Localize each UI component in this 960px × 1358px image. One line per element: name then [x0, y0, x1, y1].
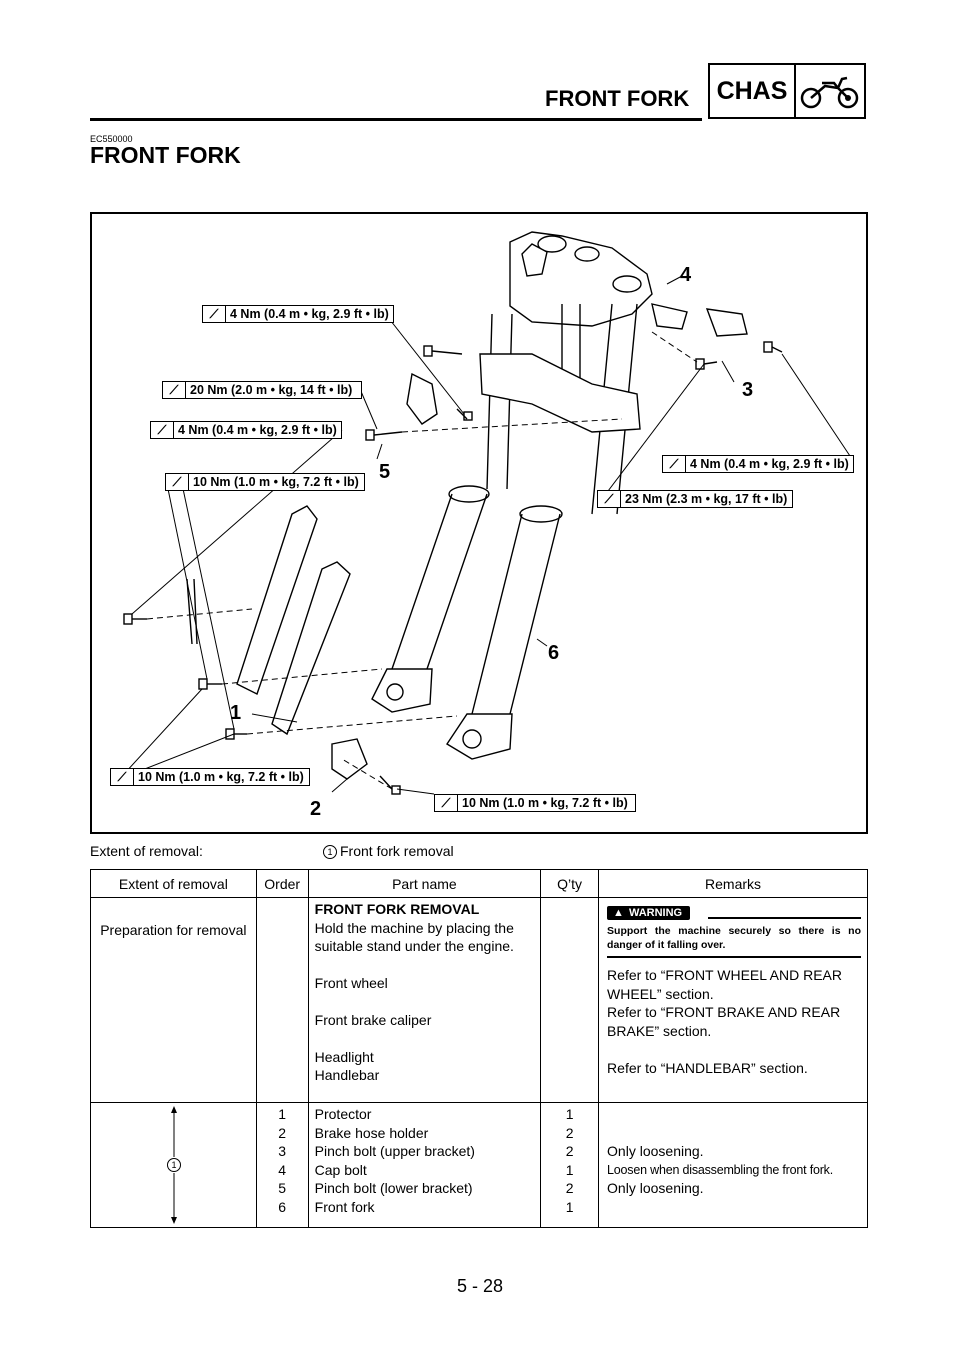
column-header: Order: [256, 870, 308, 898]
prep-remarks: ▲ WARNING Support the machine securely so there is no danger of it falling over. Refer to “FRONT WHEEL AND REAR WHEEL” section. Refer to “FRONT BRAKE AND REAR BRAKE” section. Refer to “HANDLEBAR” section.: [599, 898, 868, 1103]
page-number: 5 - 28: [456, 1276, 504, 1296]
torque-label: ⟋ 20 Nm (2.0 m • kg, 14 ft • lb): [162, 381, 362, 399]
section-title: FRONT FORK: [90, 142, 241, 168]
torque-label: ⟋ 10 Nm (1.0 m • kg, 7.2 ft • lb): [434, 794, 636, 812]
callout-4: 4: [680, 264, 692, 286]
remarks-column: Only loosening. Loosen when disassembling the front fork. Only loosening.: [599, 1103, 868, 1228]
motorcycle-icon: [796, 65, 864, 117]
prep-extent: Preparation for removal: [91, 898, 257, 1103]
circled-marker: 1: [167, 1158, 181, 1172]
column-header: Extent of removal: [91, 870, 257, 898]
warning-badge: ▲ WARNING: [607, 906, 690, 920]
order-column: 1 2 3 4 5 6: [256, 1103, 308, 1228]
torque-label: ⟋ 23 Nm (2.3 m • kg, 17 ft • lb): [597, 490, 793, 508]
wrench-icon: ⟋: [598, 491, 621, 507]
column-header: Q’ty: [541, 870, 599, 898]
wrench-icon: ⟋: [151, 422, 174, 438]
extent-value: 1 Front fork removal: [323, 843, 454, 859]
exploded-diagram: [90, 212, 868, 834]
section-badge: [708, 63, 866, 119]
header-title: FRONT FORK: [545, 86, 690, 111]
column-header: Remarks: [599, 870, 868, 898]
header-rule: [90, 118, 702, 121]
torque-label: ⟋ 10 Nm (1.0 m • kg, 7.2 ft • lb): [110, 768, 310, 786]
extent-label: Extent of removal:: [90, 843, 203, 859]
section-code: CHAS: [710, 65, 796, 117]
torque-label: ⟋ 10 Nm (1.0 m • kg, 7.2 ft • lb): [165, 473, 365, 491]
wrench-icon: ⟋: [163, 382, 186, 398]
parts-table: [90, 869, 868, 1228]
warning-icon: ▲: [613, 907, 624, 919]
wrench-icon: ⟋: [111, 769, 134, 785]
doc-code: EC550000: [90, 134, 133, 144]
table-row-preparation: [91, 898, 868, 1103]
callout-6: 6: [548, 642, 560, 664]
circled-marker: 1: [323, 845, 337, 859]
callout-5: 5: [379, 461, 391, 483]
torque-label: ⟋ 4 Nm (0.4 m • kg, 2.9 ft • lb): [150, 421, 342, 439]
prep-parts: FRONT FORK REMOVAL Hold the machine by placing the suitable stand under the engine. Front wheel Front brake caliper Headlight Handlebar: [308, 898, 541, 1103]
table-row-group: [91, 1103, 868, 1228]
column-header: Part name: [308, 870, 541, 898]
callout-3: 3: [742, 379, 754, 401]
callout-2: 2: [310, 798, 322, 820]
removal-title: FRONT FORK REMOVAL: [314, 901, 480, 917]
wrench-icon: ⟋: [663, 456, 686, 472]
table-header-row: [91, 870, 868, 898]
qty-column: 1 2 2 1 2 1: [541, 1103, 599, 1228]
torque-label: ⟋ 4 Nm (0.4 m • kg, 2.9 ft • lb): [662, 455, 854, 473]
part-column: Protector Brake hose holder Pinch bolt (upper bracket) Cap bolt Pinch bolt (lower bracket) Front fork: [308, 1103, 541, 1228]
wrench-icon: ⟋: [166, 474, 189, 490]
group-marker-cell: [91, 1103, 257, 1228]
wrench-icon: ⟋: [203, 306, 226, 322]
callout-1: 1: [230, 702, 242, 724]
wrench-icon: ⟋: [435, 795, 458, 811]
warning-block: [607, 906, 861, 920]
warning-text: Support the machine securely so there is no danger of it falling over.: [607, 925, 861, 951]
torque-label: ⟋ 4 Nm (0.4 m • kg, 2.9 ft • lb): [202, 305, 394, 323]
